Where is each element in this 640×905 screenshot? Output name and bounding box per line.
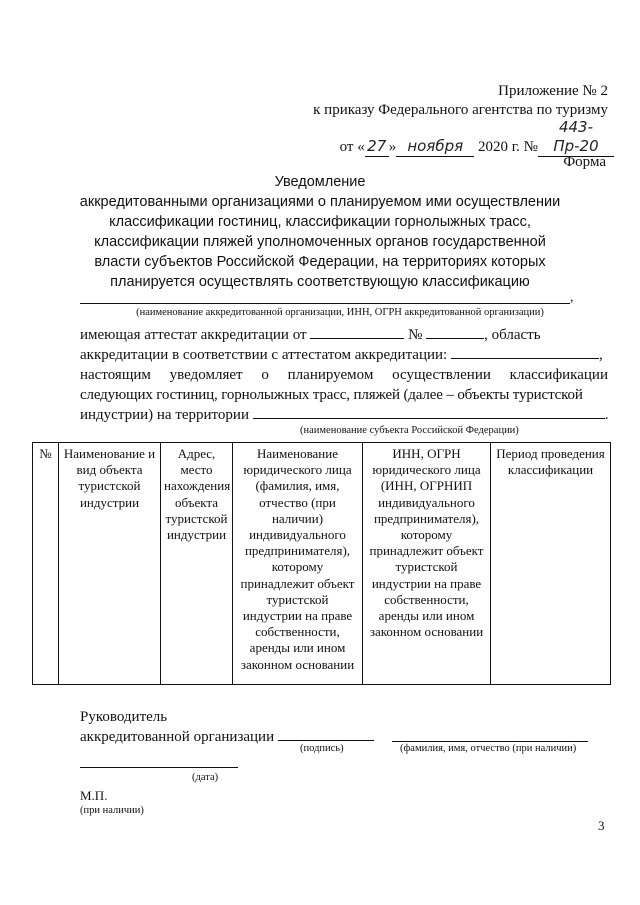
signature-org-label: аккредитованной организации: [80, 729, 275, 745]
handwritten-day: 27: [365, 137, 389, 157]
date-quote-close: »: [388, 139, 397, 155]
col-period-header: Период проведения классификации: [491, 443, 611, 685]
col-owner-name-header: Наименование юридического лица (фамилия, имя, отчество (при наличии) индивидуального предпринимателя), которому принадлежит объект туристской индустрии на праве собственности, аренды или ином законном основании: [233, 443, 363, 685]
signature-hint: (подпись): [300, 743, 344, 754]
date-prefix: от «: [339, 139, 365, 155]
accreditation-number-field[interactable]: [426, 338, 484, 339]
title-line-1: Уведомление: [274, 174, 366, 190]
date-hint: (дата): [192, 772, 219, 783]
comma: ,: [570, 290, 574, 305]
document-title: [0, 172, 640, 292]
title-line-6: планируется осуществлять соответствующую классификацию: [110, 274, 530, 290]
table-header-row: [33, 443, 611, 685]
accreditation-label: имеющая аттестат аккредитации от: [80, 327, 307, 343]
page-number: 3: [598, 818, 605, 833]
full-name-field[interactable]: [392, 726, 588, 742]
full-name-hint: (фамилия, имя, отчество (при наличии): [400, 743, 577, 754]
accreditation-area-line: аккредитации в соответствии с аттестатом аккредитации: ,: [80, 347, 603, 363]
form-label: Форма: [563, 154, 606, 170]
handwritten-month: ноября: [396, 137, 474, 157]
objects-table: [32, 442, 611, 685]
title-line-3: классификации гостиниц, классификации горнолыжных трасс,: [109, 214, 531, 230]
org-hint: (наименование аккредитованной организации, ИНН, ОГРН аккредитованной организации): [136, 307, 544, 318]
col-address-header: Адрес, место нахождения объекта туристской индустрии: [161, 443, 233, 685]
signature-field[interactable]: [278, 740, 374, 741]
date-field[interactable]: [80, 752, 238, 768]
seal-label: М.П.: [80, 788, 108, 803]
territory-label: индустрии) на территории: [80, 407, 249, 423]
signature-title: Руководитель: [80, 709, 168, 725]
region-hint: (наименование субъекта Российской Федерации): [300, 425, 519, 436]
territory-field[interactable]: [253, 418, 605, 419]
order-reference: к приказу Федерального агентства по туризму: [313, 102, 608, 118]
accreditation-line: [80, 325, 541, 345]
col-number-header: №: [33, 443, 59, 685]
accreditation-area-field[interactable]: [451, 358, 599, 359]
order-date-line: [340, 118, 614, 157]
area-label: , область: [484, 327, 541, 343]
handwritten-number: 443-Пр-20: [538, 118, 614, 157]
title-line-2: аккредитованными организациями о планируемом ими осуществлении: [79, 194, 561, 210]
org-name-field[interactable]: [80, 288, 570, 304]
title-line-5: власти субъектов Российской Федерации, на территориях которых: [94, 254, 546, 270]
number-sign: №: [408, 327, 423, 343]
date-year: 2020 г. №: [477, 139, 538, 155]
accreditation-area-label: аккредитации в соответствии с аттестатом аккредитации:: [80, 347, 448, 363]
col-object-header: Наименование и вид объекта туристской индустрии: [59, 443, 161, 685]
notify-line: настоящим уведомляет о планируемом осуществлении классификации: [80, 367, 608, 383]
col-owner-inn-header: ИНН, ОГРН юридического лица (ИНН, ОГРНИП индивидуального предпринимателя), которому принадлежит объект туристской индустрии на праве собственности, аренды или ином законном основании: [363, 443, 491, 685]
title-line-4: классификации пляжей уполномоченных органов государственной: [94, 234, 546, 250]
accreditation-date-field[interactable]: [310, 338, 404, 339]
territory-line: индустрии) на территории .: [80, 407, 609, 423]
objects-line: следующих гостиниц, горнолыжных трасс, пляжей (далее – объекты туристской: [80, 387, 583, 403]
appendix-label: Приложение № 2: [498, 83, 608, 99]
seal-hint: (при наличии): [80, 805, 144, 816]
